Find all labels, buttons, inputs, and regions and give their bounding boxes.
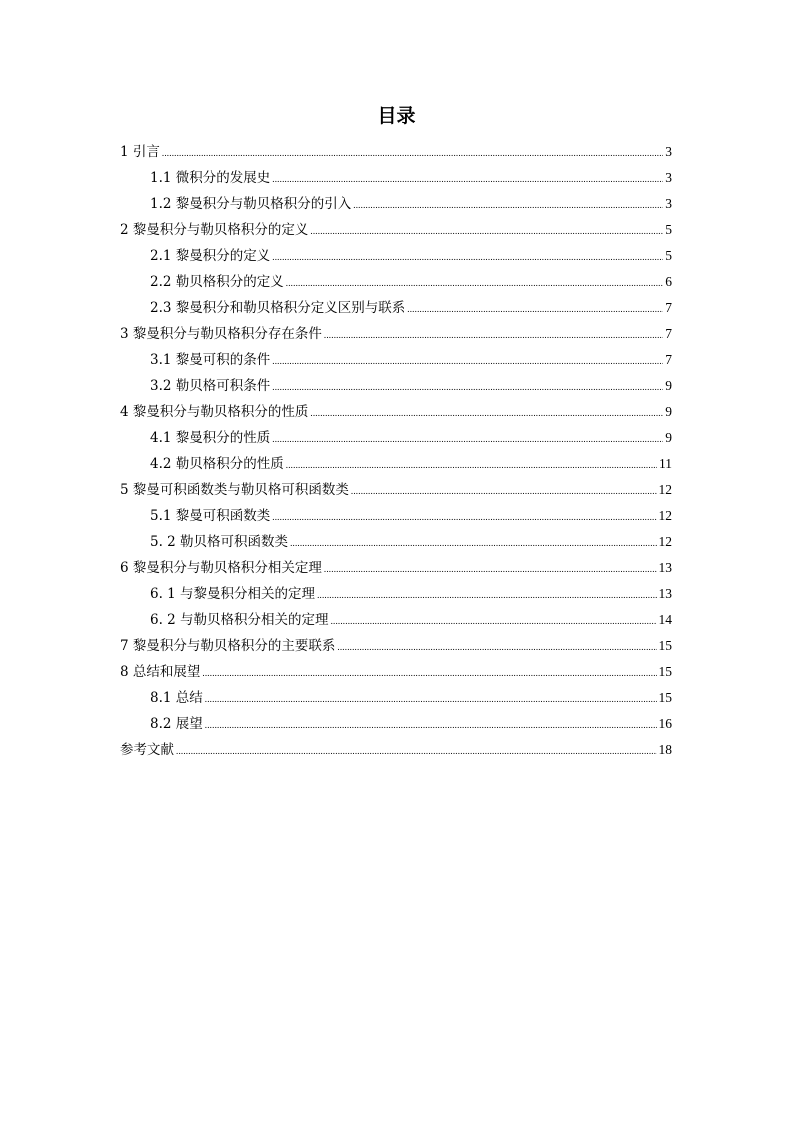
toc-entry-label: 4.1 黎曼积分的性质 [150,430,271,446]
toc-entry-page-number: 13 [658,586,672,601]
toc-entry[interactable] [120,269,672,295]
toc-dot-leader [407,296,663,322]
toc-dot-leader [272,166,663,192]
toc-dot-leader [353,192,663,218]
toc-entry-page-number: 13 [658,560,672,575]
toc-entry-page-number: 9 [665,430,672,445]
toc-entry[interactable] [120,685,672,711]
toc-entry-page-number: 14 [658,612,672,627]
toc-entry[interactable] [120,737,672,763]
toc-entry[interactable] [120,321,672,347]
toc-entry-page-number: 12 [658,508,672,523]
toc-dot-leader [324,322,663,348]
toc-entry-page-number: 7 [665,326,672,341]
toc-dot-leader [351,478,657,504]
toc-entry[interactable] [120,607,672,633]
toc-entry-page-number: 6 [665,274,672,289]
toc-entry-page-number: 11 [659,456,672,471]
toc-entry-page-number: 16 [658,716,672,731]
toc-entry-label: 6. 2 与勒贝格积分相关的定理 [150,612,329,628]
toc-dot-leader [272,244,663,270]
toc-dot-leader [272,374,663,400]
toc-entry-page-number: 9 [665,404,672,419]
toc-entry-label: 参考文献 [120,742,174,758]
toc-dot-leader [317,582,656,608]
toc-entry-label: 2.2 勒贝格积分的定义 [150,274,284,290]
toc-entry-label: 5 黎曼可积函数类与勒贝格可积函数类 [120,482,349,498]
toc-entry[interactable] [120,373,672,399]
toc-entry[interactable] [120,451,672,477]
toc-entry[interactable] [120,165,672,191]
toc-entry[interactable] [120,633,672,659]
toc-entry-label: 3.2 勒贝格可积条件 [150,378,271,394]
toc-entry[interactable] [120,217,672,243]
toc-entry-label: 1.2 黎曼积分与勒贝格积分的引入 [150,196,352,212]
toc-entry-page-number: 15 [658,690,672,705]
toc-dot-leader [272,348,663,374]
toc-entry[interactable] [120,555,672,581]
toc-entry-label: 1 引言 [120,144,160,160]
toc-entry-page-number: 15 [658,664,672,679]
toc-entry-label: 5.1 黎曼可积函数类 [150,508,271,524]
toc-entry[interactable] [120,659,672,685]
toc-entry-label: 3.1 黎曼可积的条件 [150,352,271,368]
toc-dot-leader [331,608,657,634]
toc-entry-page-number: 5 [665,248,672,263]
toc-entry-label: 7 黎曼积分与勒贝格积分的主要联系 [120,638,336,654]
toc-entry-label: 6. 1 与黎曼积分相关的定理 [150,586,316,602]
toc-dot-leader [205,712,657,738]
toc-entry[interactable] [120,503,672,529]
toc-entry[interactable] [120,425,672,451]
toc-entry-label: 2.3 黎曼积分和勒贝格积分定义区别与联系 [150,300,406,316]
toc-entry-page-number: 3 [665,144,672,159]
toc-entry-label: 2 黎曼积分与勒贝格积分的定义 [120,222,309,238]
toc-list [120,139,672,763]
toc-entry-label: 8 总结和展望 [120,664,201,680]
toc-entry-label: 8.1 总结 [150,690,203,706]
toc-entry[interactable] [120,711,672,737]
toc-entry-page-number: 9 [665,378,672,393]
toc-entry[interactable] [120,477,672,503]
toc-entry[interactable] [120,347,672,373]
toc-entry-label: 1.1 微积分的发展史 [150,170,271,186]
toc-entry[interactable] [120,191,672,217]
toc-entry-label: 4.2 勒贝格积分的性质 [150,456,284,472]
toc-entry-page-number: 15 [658,638,672,653]
toc-title: 目录 [377,105,416,127]
toc-entry-page-number: 12 [658,482,672,497]
toc-entry[interactable] [120,529,672,555]
toc-dot-leader [310,218,663,244]
toc-entry-label: 8.2 展望 [150,716,203,732]
toc-entry[interactable] [120,243,672,269]
toc-dot-leader [286,270,663,296]
toc-dot-leader [272,426,663,452]
toc-entry-label: 2.1 黎曼积分的定义 [150,248,271,264]
toc-dot-leader [272,504,656,530]
toc-entry-label: 6 黎曼积分与勒贝格积分相关定理 [120,560,322,576]
toc-entry[interactable] [120,139,672,165]
toc-entry-label: 5. 2 勒贝格可积函数类 [150,534,289,550]
toc-dot-leader [310,400,663,426]
toc-dot-leader [202,660,656,686]
toc-entry[interactable] [120,399,672,425]
toc-dot-leader [324,556,657,582]
toc-dot-leader [290,530,656,556]
toc-entry-label: 3 黎曼积分与勒贝格积分存在条件 [120,326,322,342]
toc-entry-page-number: 5 [665,222,672,237]
toc-entry-label: 4 黎曼积分与勒贝格积分的性质 [120,404,309,420]
toc-entry-page-number: 7 [665,300,672,315]
toc-entry[interactable] [120,581,672,607]
toc-entry-page-number: 3 [665,196,672,211]
toc-dot-leader [176,738,657,764]
toc-dot-leader [205,686,657,712]
toc-entry-page-number: 7 [665,352,672,367]
toc-dot-leader [162,140,663,166]
toc-entry[interactable] [120,295,672,321]
toc-entry-page-number: 18 [658,742,672,757]
toc-dot-leader [286,452,657,478]
toc-dot-leader [337,634,656,660]
toc-entry-page-number: 3 [665,170,672,185]
toc-entry-page-number: 12 [658,534,672,549]
